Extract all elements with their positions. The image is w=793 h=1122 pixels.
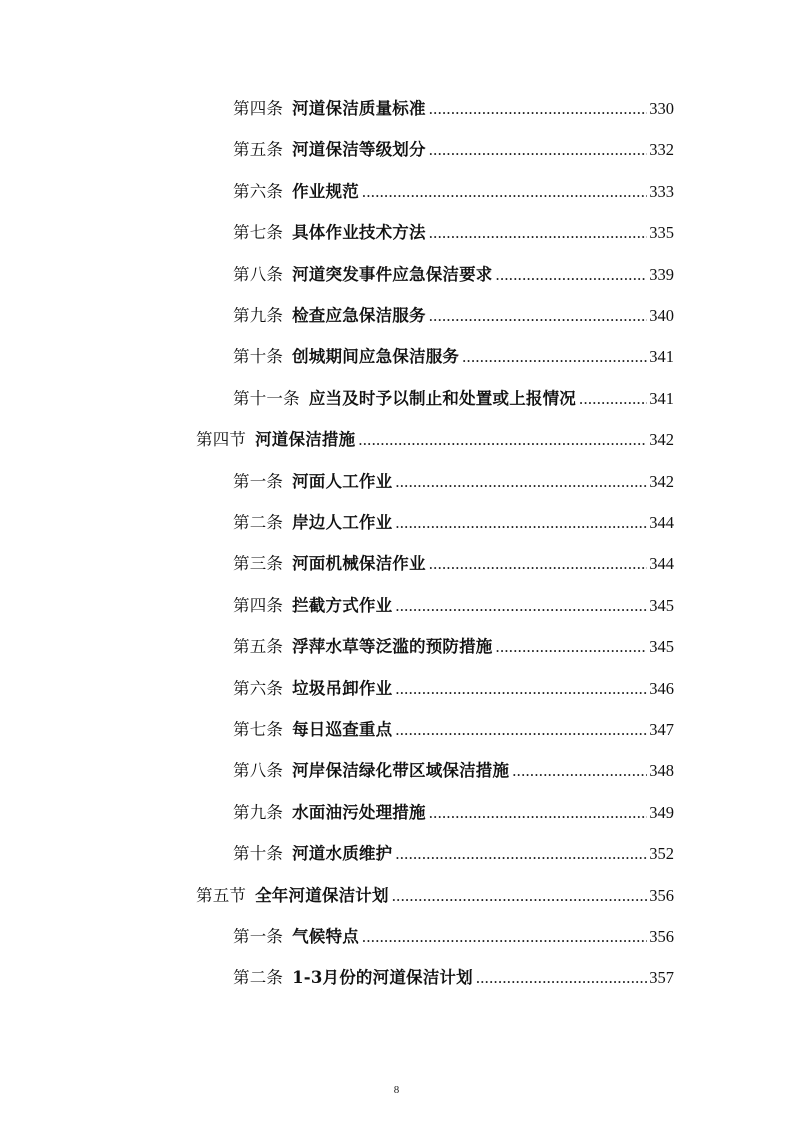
toc-dot-leader (429, 301, 648, 331)
toc-article-entry[interactable] (233, 922, 674, 952)
toc-entry-label (233, 467, 392, 497)
toc-entry-title: 作业规范 (292, 181, 359, 201)
toc-section-entry[interactable] (196, 425, 674, 455)
toc-entry-title: 检查应急保洁服务 (292, 306, 426, 325)
toc-entry-number: 第十条 (233, 347, 284, 367)
toc-entry-number: 第一条 (233, 471, 284, 491)
page-number: 8 (393, 1084, 400, 1096)
toc-entry-number: 第四条 (233, 99, 284, 118)
toc-page-number: 339 (649, 264, 674, 284)
toc-page-number: 352 (649, 844, 674, 864)
toc-entry-number: 第六条 (233, 181, 284, 201)
toc-entry-title: 每日巡查重点 (292, 720, 393, 739)
toc-entry-title: 岸边人工作业 (292, 513, 393, 532)
toc-entry-title: 1-3月份的河道保洁计划 (292, 968, 473, 988)
toc-entry-number: 第五条 (233, 140, 284, 160)
toc-article-entry[interactable] (233, 94, 674, 124)
toc-entry-number: 第九条 (233, 802, 284, 822)
toc-article-entry[interactable] (233, 756, 674, 786)
toc-dot-leader (512, 756, 647, 786)
toc-dot-leader (429, 798, 648, 828)
toc-entry-label (233, 674, 392, 704)
toc-dot-leader (462, 342, 647, 372)
toc-entry-number: 第四条 (233, 595, 284, 615)
toc-entry-label (233, 260, 493, 290)
toc-article-entry[interactable] (233, 632, 674, 662)
toc-page-number: 345 (649, 595, 674, 615)
toc-entry-title: 气候特点 (292, 927, 359, 946)
toc-entry-label (233, 384, 576, 414)
toc-page-number: 349 (649, 802, 674, 822)
toc-page-number: 341 (649, 388, 674, 408)
toc-entry-title: 河道保洁质量标准 (292, 99, 426, 118)
toc-entry-label (233, 218, 426, 248)
toc-entry-number: 第八条 (233, 264, 284, 284)
toc-entry-label (233, 508, 392, 538)
toc-entry-label (233, 591, 392, 621)
toc-entry-number: 第十条 (233, 844, 284, 864)
toc-page-number: 356 (649, 927, 674, 946)
toc-article-entry[interactable] (233, 963, 674, 993)
toc-entry-label (233, 342, 459, 372)
toc-entry-number: 第五节 (196, 885, 247, 905)
toc-article-entry[interactable] (233, 177, 674, 207)
toc-page-number: 342 (649, 430, 674, 450)
toc-entry-title: 拦截方式作业 (292, 595, 393, 615)
toc-entry-label (233, 839, 392, 869)
toc-entry-label (233, 549, 426, 579)
toc-page-number: 347 (649, 720, 674, 739)
toc-entry-title: 河面人工作业 (292, 471, 393, 491)
toc-entry-title: 具体作业技术方法 (292, 223, 426, 243)
toc-dot-leader (395, 715, 647, 745)
toc-entry-title: 创城期间应急保洁服务 (292, 347, 460, 367)
toc-entry-title: 水面油污处理措施 (292, 802, 426, 822)
toc-entry-number: 第一条 (233, 927, 284, 946)
toc-dot-leader (496, 632, 648, 662)
toc-entry-number: 第七条 (233, 720, 284, 739)
toc-page-number: 344 (649, 554, 674, 574)
toc-entry-title: 河岸保洁绿化带区域保洁措施 (292, 761, 510, 781)
toc-entry-label (196, 881, 389, 911)
toc-entry-label (196, 425, 355, 455)
toc-dot-leader (362, 177, 647, 207)
toc-dot-leader (579, 384, 647, 414)
toc-entry-title: 垃圾吊卸作业 (292, 678, 393, 698)
toc-dot-leader (358, 425, 647, 455)
toc-entry-title: 河道保洁措施 (255, 430, 356, 450)
toc-article-entry[interactable] (233, 384, 674, 414)
toc-dot-leader (496, 260, 648, 290)
toc-entry-label (233, 922, 359, 952)
toc-dot-leader (395, 508, 647, 538)
toc-entry-number: 第四节 (196, 430, 247, 450)
toc-article-entry[interactable] (233, 549, 674, 579)
toc-page-number: 333 (649, 181, 674, 201)
toc-page-number: 342 (649, 471, 674, 491)
toc-article-entry[interactable] (233, 260, 674, 290)
toc-entry-number: 第九条 (233, 306, 284, 325)
toc-entry-number: 第二条 (233, 968, 284, 988)
toc-dot-leader (476, 963, 647, 993)
toc-page-number: 345 (649, 637, 674, 657)
toc-article-entry[interactable] (233, 798, 674, 828)
toc-section-entry[interactable] (196, 881, 674, 911)
toc-article-entry[interactable] (233, 715, 674, 745)
toc-entry-label (233, 756, 509, 786)
toc-entry-label (233, 135, 426, 165)
toc-entry-number: 第五条 (233, 637, 284, 657)
toc-page-number: 344 (649, 513, 674, 532)
toc-entry-label (233, 301, 426, 331)
toc-article-entry[interactable] (233, 218, 674, 248)
toc-page-number: 330 (649, 99, 674, 118)
toc-dot-leader (392, 881, 648, 911)
toc-entry-label (233, 963, 473, 993)
toc-entry-number: 第十一条 (233, 388, 300, 408)
toc-article-entry[interactable] (233, 467, 674, 497)
toc-entry-label (233, 94, 426, 124)
toc-page-number: 357 (649, 968, 674, 988)
toc-article-entry[interactable] (233, 342, 674, 372)
toc-entry-title: 河道水质维护 (292, 844, 393, 864)
toc-article-entry[interactable] (233, 839, 674, 869)
toc-page-number: 348 (649, 761, 674, 781)
toc-entry-label (233, 798, 426, 828)
toc-dot-leader (395, 674, 647, 704)
toc-dot-leader (429, 218, 648, 248)
toc-entry-number: 第七条 (233, 223, 284, 243)
toc-entry-number: 第六条 (233, 678, 284, 698)
toc-dot-leader (395, 467, 647, 497)
toc-entry-label (233, 632, 493, 662)
toc-article-entry[interactable] (233, 674, 674, 704)
toc-entry-title: 浮萍水草等泛滥的预防措施 (292, 637, 493, 657)
toc-page-number: 341 (649, 347, 674, 367)
toc-entry-title: 河面机械保洁作业 (292, 554, 426, 574)
toc-dot-leader (395, 591, 647, 621)
toc-page-number: 332 (649, 140, 674, 160)
toc-entry-label (233, 177, 359, 207)
toc-dot-leader (429, 549, 648, 579)
toc-entry-label (233, 715, 392, 745)
toc-dot-leader (362, 922, 647, 952)
toc-article-entry[interactable] (233, 508, 674, 538)
toc-dot-leader (395, 839, 647, 869)
toc-page-number: 335 (649, 223, 674, 243)
toc-article-entry[interactable] (233, 135, 674, 165)
toc-entry-title: 河道突发事件应急保洁要求 (292, 264, 493, 284)
toc-entry-title: 全年河道保洁计划 (255, 885, 389, 905)
toc-entry-number: 第三条 (233, 554, 284, 574)
toc-article-entry[interactable] (233, 591, 674, 621)
toc-entry-title: 河道保洁等级划分 (292, 140, 426, 160)
toc-page-number: 356 (649, 885, 674, 905)
toc-page-number: 346 (649, 678, 674, 698)
toc-entry-number: 第二条 (233, 513, 284, 532)
toc-entry-number: 第八条 (233, 761, 284, 781)
toc-dot-leader (429, 135, 648, 165)
toc-article-entry[interactable] (233, 301, 674, 331)
toc-page-number: 340 (649, 306, 674, 325)
toc-entry-title: 应当及时予以制止和处置或上报情况 (308, 388, 577, 408)
toc-dot-leader (429, 94, 648, 124)
